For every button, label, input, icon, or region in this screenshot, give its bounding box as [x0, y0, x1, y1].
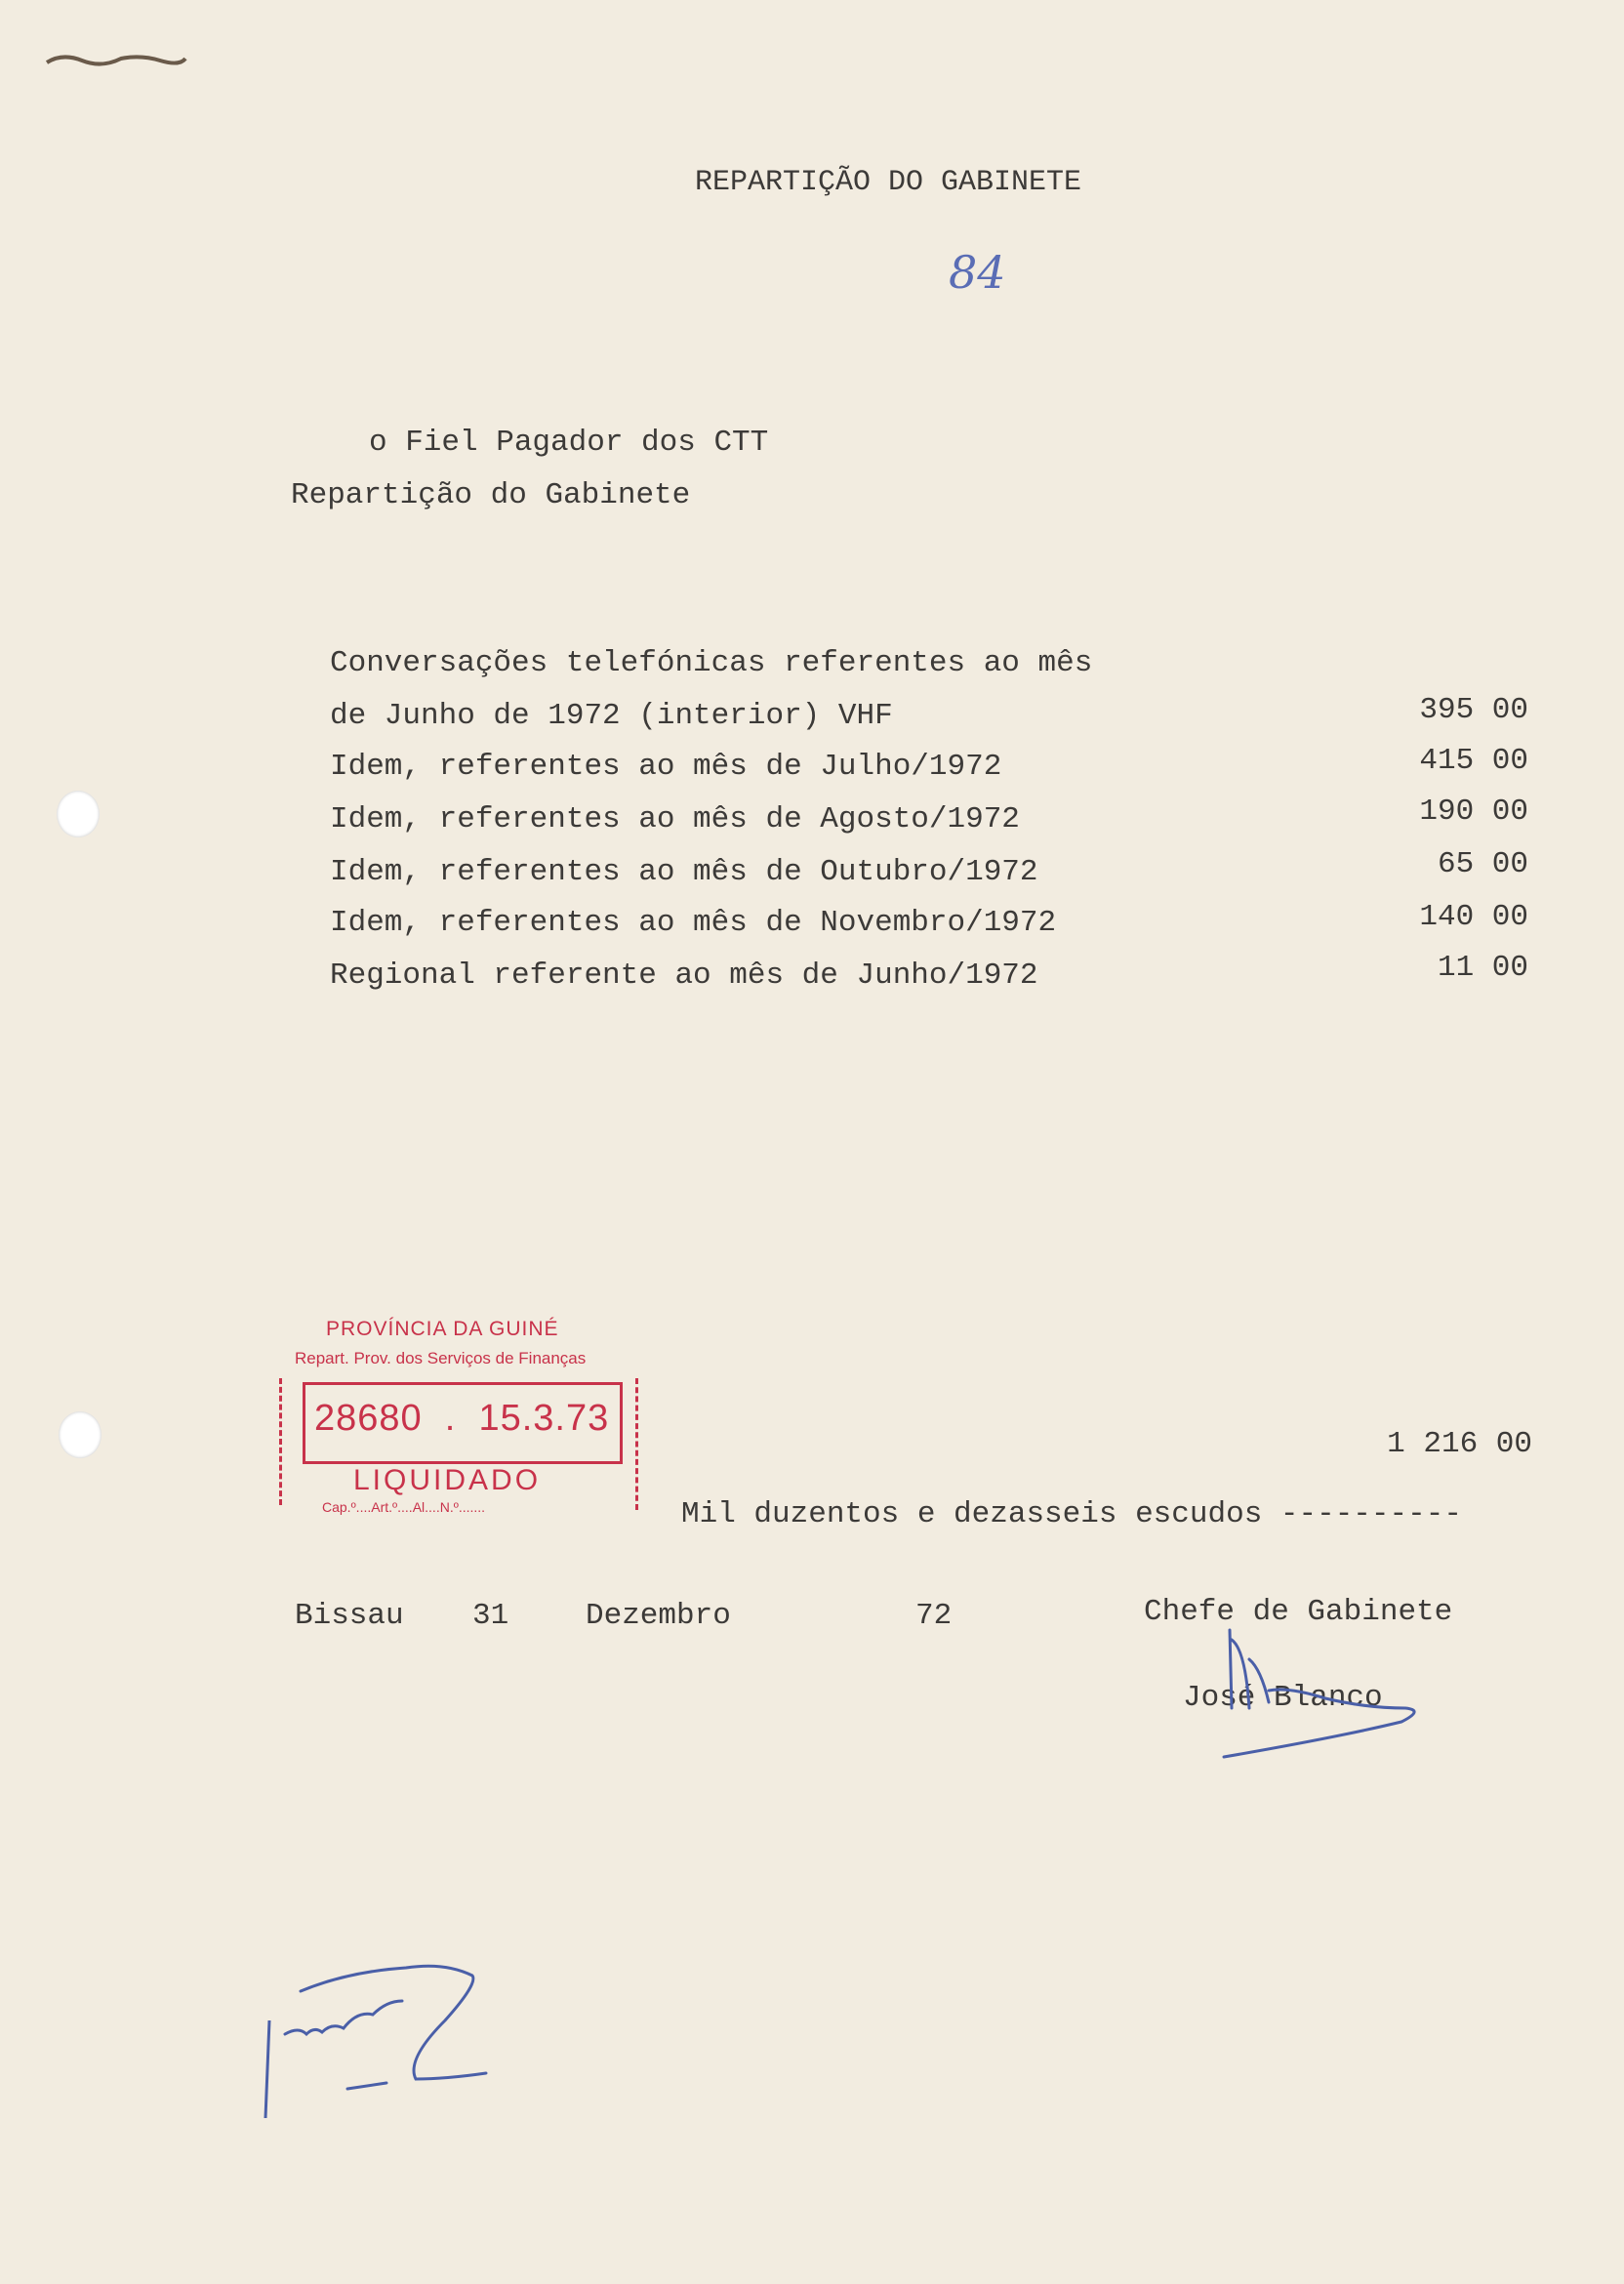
stamp-department: Repart. Prov. dos Serviços de Finanças: [295, 1349, 587, 1367]
signature: [1210, 1601, 1425, 1767]
item-amount-5: 140 00: [1419, 900, 1528, 934]
footer-year: 72: [915, 1599, 953, 1633]
item-text-3: Idem, referentes ao mês de Agosto/1972: [330, 802, 1020, 836]
page-number: 84: [949, 246, 1006, 299]
handwritten-annotation: [230, 1933, 504, 2128]
item-amount-6: 11 00: [1437, 951, 1528, 985]
stamp-status: LIQUIDADO: [353, 1464, 542, 1496]
item-text-6: Regional referente ao mês de Junho/1972: [330, 958, 1038, 993]
total-amount: 1 216 00: [1387, 1427, 1532, 1461]
item-text-0: Conversações telefónicas referentes ao mês: [330, 646, 1093, 680]
item-text-4: Idem, referentes ao mês de Outubro/1972: [330, 855, 1038, 889]
footer-day: 31: [472, 1599, 509, 1633]
total-in-words: Mil duzentos e dezasseis escudos ----------: [681, 1497, 1462, 1531]
page-title: REPARTIÇÃO DO GABINETE: [695, 166, 1082, 199]
liquidation-stamp: [275, 1310, 644, 1515]
stamp-date: 15.3.73: [478, 1398, 610, 1439]
stamp-number-date: 28680 . 15.3.73: [314, 1398, 610, 1439]
footer-place: Bissau: [295, 1599, 404, 1633]
addressee-line-1: o Fiel Pagador dos CTT: [369, 426, 769, 460]
stamp-number: 28680: [314, 1398, 423, 1439]
item-text-5: Idem, referentes ao mês de Novembro/1972: [330, 906, 1057, 940]
stamp-reference-line: Cap.º....Art.º....Al....N.º.......: [322, 1499, 486, 1515]
signer-name: José Blanco: [1183, 1681, 1383, 1715]
punch-hole-bottom: [59, 1411, 102, 1458]
item-amount-1: 395 00: [1419, 693, 1528, 727]
stain-mark: [43, 47, 189, 76]
signer-role: Chefe de Gabinete: [1144, 1595, 1453, 1629]
stamp-left-edge: [279, 1378, 288, 1505]
addressee-line-2: Repartição do Gabinete: [291, 478, 691, 512]
item-text-2: Idem, referentes ao mês de Julho/1972: [330, 750, 1002, 784]
item-amount-4: 65 00: [1437, 847, 1528, 881]
item-amount-2: 415 00: [1419, 744, 1528, 778]
stamp-province: PROVÍNCIA DA GUINÉ: [326, 1318, 559, 1340]
stamp-right-edge: [629, 1378, 638, 1510]
footer-month: Dezembro: [586, 1599, 731, 1633]
item-amount-3: 190 00: [1419, 795, 1528, 829]
punch-hole-top: [57, 791, 100, 837]
item-text-1: de Junho de 1972 (interior) VHF: [330, 699, 893, 733]
